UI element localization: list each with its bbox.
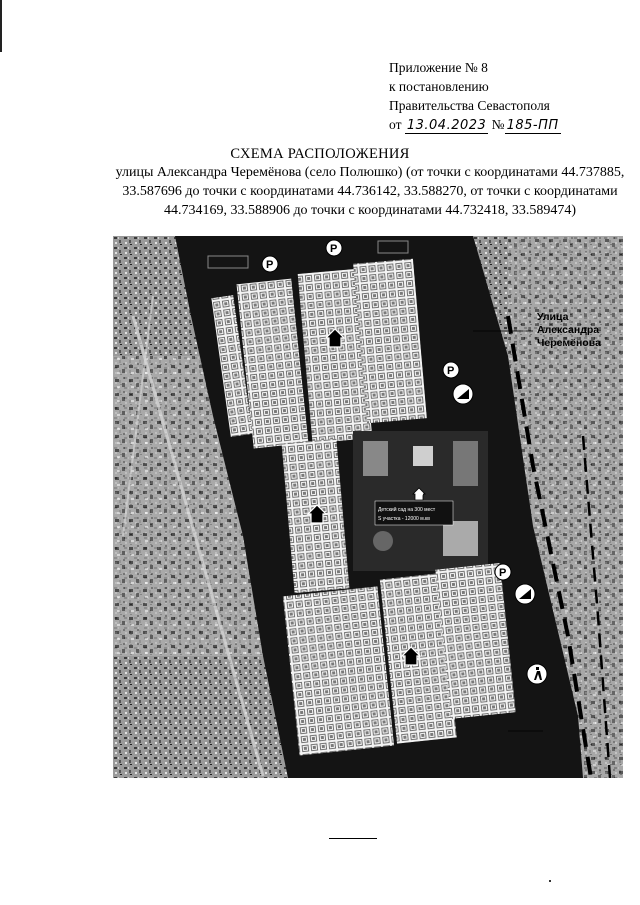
page-mark [549,880,551,882]
street-label-line-1: Улица [537,311,569,323]
margin-mark [0,0,2,52]
appendix-date-line [389,115,629,135]
parking-icon [262,256,278,272]
parking-icon [495,564,511,580]
kindergarten-label-1: Детский сад на 300 мест [378,507,436,513]
appendix-block [389,58,629,135]
handwritten-date: 13.04.2023 [406,118,487,133]
document-subtitle: улицы Александра Черемёнова (село Полюшко) (от точки с координатами 44.737885, 33.587696 до точки с координатами 44.736142, 33.588270, от точки с координатами 44.734169, 33.588906 до точки с координатами 44.732418, 33.589474) [115,165,625,218]
street-label-line-3: Черемёнова [537,337,601,349]
document-title: СХЕМА РАСПОЛОЖЕНИЯ [230,146,410,162]
parking-icon [326,240,342,256]
kindergarten-label-2: S участка - 12000 м.кв [378,516,430,522]
parking-icon [443,362,459,378]
pedestrian-icon [527,664,547,684]
playground-icon [417,491,423,497]
appendix-line-2: к постановлению [389,79,489,94]
lot-block-5 [283,586,394,755]
ramp-icon [453,384,473,404]
number-sign: № [491,117,505,132]
svg-text:P: P [499,567,507,579]
appendix-line-3: Правительства Севастополя [389,98,550,113]
ramp-icon [515,584,535,604]
date-prefix: от [389,117,402,132]
bottom-rule [329,838,377,839]
street-label [537,311,601,350]
svg-text:P: P [266,259,274,271]
handwritten-number: 185-ПП [506,118,559,133]
svg-text:P: P [330,243,338,255]
appendix-line-1: Приложение № 8 [389,60,488,75]
street-label-line-2: Александра [537,324,600,336]
svg-text:P: P [447,365,455,377]
kindergarten-area [353,431,488,571]
